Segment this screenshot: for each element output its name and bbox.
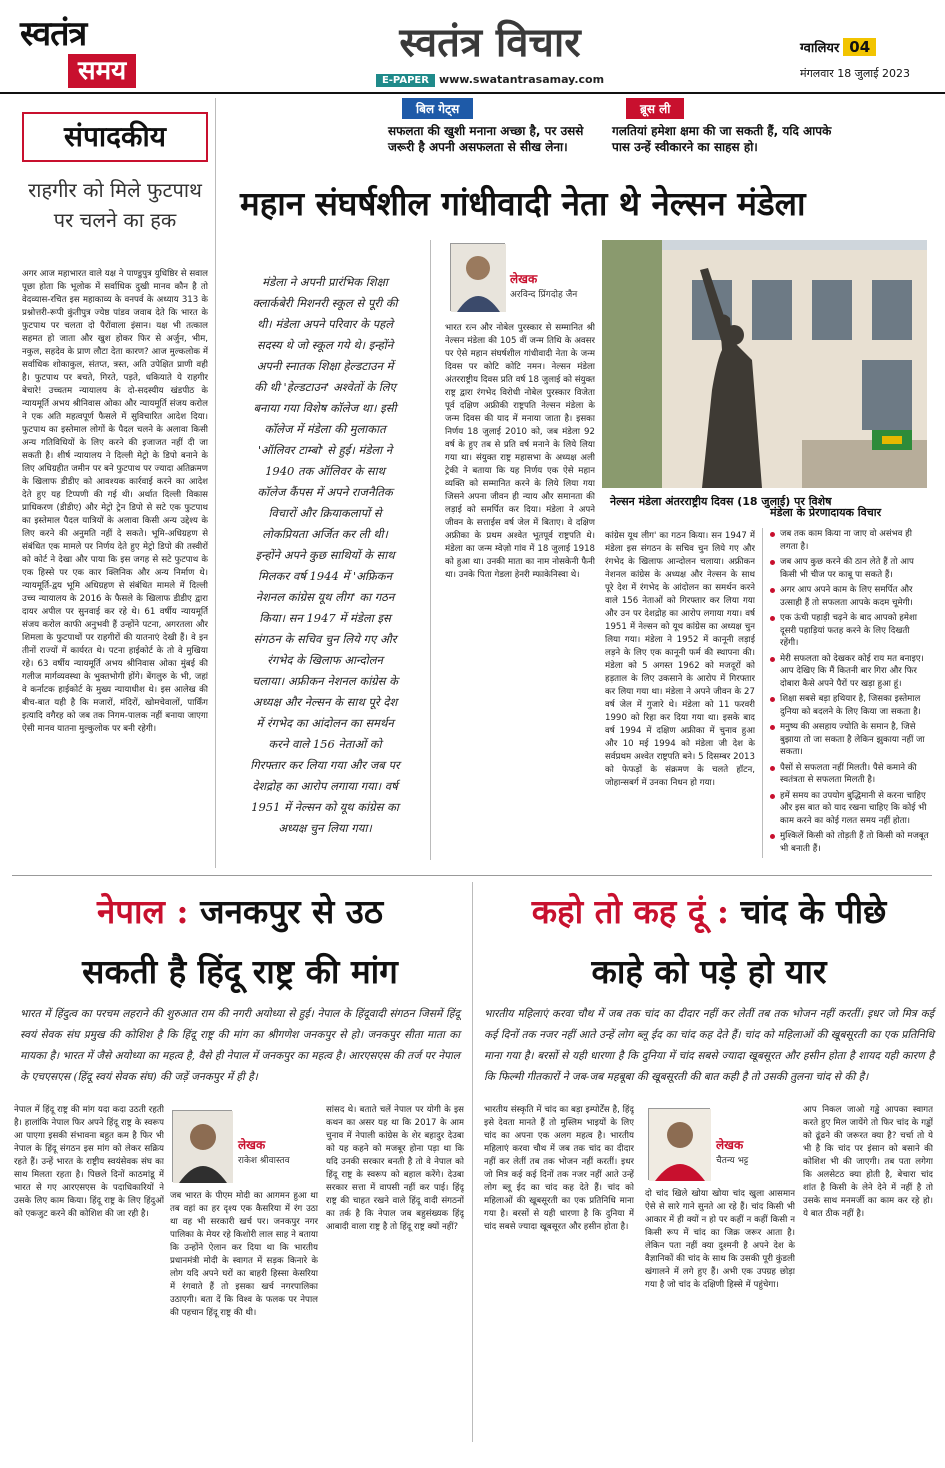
mandela-quote-item: एक ऊंची पहाड़ी चढ़ने के बाद आपको हमेशा दूसरी पहाड़ियां फतह करने के लिए दिखती रहेंगी। bbox=[770, 612, 930, 650]
photo-caption: नेल्सन मंडेला अंतरराष्ट्रीय दिवस (18 जुलाई) पर विशेष bbox=[610, 495, 832, 508]
page-title: स्वतंत्र विचार bbox=[399, 19, 581, 66]
website-link[interactable]: www.swatantrasamay.com bbox=[438, 73, 605, 86]
nepal-author-photo bbox=[172, 1110, 232, 1182]
quote-author: बिल गेट्स bbox=[402, 98, 473, 119]
author-name: चैतन्य भट्ट bbox=[716, 1156, 749, 1166]
quote-box-bill-gates bbox=[388, 98, 610, 158]
editorial-title: राहगीर को मिले फुटपाथ पर चलने का हक bbox=[28, 178, 202, 232]
moon-article-col3: आप निकल जाओ गड्ढे आपका स्वागत करते हुए मिल जायेंगे तो फिर चांद के गड्ढों को ढूंढने की जरूरत क्या है? चर्चा तो ये भी है कि चांद पर इंसान को बसाने की कोशिश भी की जाएगी। तब पता लगेगा कि अलसेटठ क्या होती है, बेचारा चांद शांत है किसी के लेने देने में नहीं है तो उसके साथ मनमर्जी का काम कर रहे हो। ये बात ठीक नहीं है। bbox=[803, 1105, 933, 1219]
nepal-headline-red: नेपाल : bbox=[96, 892, 189, 931]
mandela-quote-item: मेरी सफलता को देखकर कोई राय मत बनाइए। आप देखिए कि मैं कितनी बार गिरा और फिर दोबारा कैसे अपने पैरों पर खड़ा हुआ हूं। bbox=[770, 653, 930, 691]
mandela-statue-image bbox=[602, 240, 927, 488]
mandela-quotes-box bbox=[770, 505, 930, 860]
nepal-article-col1: नेपाल में हिंदू राष्ट्र की मांग यदा कदा उठती रहती है। हालांकि नेपाल फिर अपने हिंदू राष्ट्र के स्वरूप आ पाएगा इसकी संभावना बहुत कम है फिर भी नेपाल के हिंदू संगठन इस मांग को लेकर सक्रिय रहते हैं। उन्हें भारत के राष्ट्रीय स्वयंसेवक संघ का साथ मिलता रहता है। पिछले दिनों काठमांडू में भारत से गए आरएसएस के पदाधिकारियों ने उसके लिए काम किया। हिंदू राष्ट्र के लिए हिंदुओं को एकजुट करने की कोशिश की जा रही है। bbox=[14, 1105, 164, 1219]
mandela-headline: महान संघर्षशील गांधीवादी नेता थे नेल्सन मंडेला bbox=[240, 184, 806, 223]
quote-box-bruce-lee bbox=[612, 98, 842, 158]
quote-author: ब्रूस ली bbox=[626, 98, 684, 119]
section-divider bbox=[12, 875, 932, 876]
mandela-quotes-list bbox=[770, 528, 930, 855]
page-number: 04 bbox=[843, 38, 876, 56]
mandela-quote-item: जब आप कुछ करने की ठान लेते हैं तो आप किसी भी चीज पर काबू पा सकते हैं। bbox=[770, 556, 930, 581]
nepal-intro: भारत में हिंदुत्व का परचम लहराने की शुरुआत राम की नगरी अयोध्या से हुई। नेपाल के हिंदूवादी संगठन जिसमें हिंदू स्वयं सेवक संघ प्रमुख की कोशिश है कि हिंदू राष्ट्र की मांग का श्रीगणेश जनकपुर से हो। जनकपुर सीता माता का मायका है। भारत में जैसे अयोध्या का महत्व है, वैसे ही नेपाल में जनकपुर का महत्व है। आरएसएस की तर्ज पर नेपाल के एचएसएस (हिंदू स्वयं सेवक संघ) की जड़ें जनकपुर में ही है। bbox=[20, 1008, 460, 1083]
moon-author-credit bbox=[716, 1136, 796, 1166]
nepal-article-col3: सांसद थे। बताते चलें नेपाल पर योगी के इस कथन का असर यह था कि 2017 के आम चुनाव में नेपाली कांग्रेस के शेर बहादुर देउबा को यह कहने को मजबूर होना पड़ा था कि यदि उनकी सरकार बनती है तो वे नेपाल को हिंदू राष्ट्र के स्वरूप को बहाल करेंगे। देउबा सरकार सत्ता में वापसी नहीं कर पाई। हिंदू राष्ट्र की चाहत रखने वाले हिंदू वादी संगठनों का तर्क है कि नेपाल जब बहुसंख्यक हिंदू आबादी वाला राष्ट्र है तो हिंदू राष्ट्र क्यों नहीं? bbox=[326, 1105, 464, 1232]
logo-line1: स्वतंत्र bbox=[20, 14, 87, 54]
epaper-badge: E-PAPER bbox=[376, 74, 435, 87]
mandela-quote-item: पैसों से सफलता नहीं मिलती। पैसे कमाने की स्वतंत्रता से सफलता मिलती है। bbox=[770, 762, 930, 787]
mandela-article-col1: भारत रत्न और नोबेल पुरस्कार से सम्मानित श्री नेल्सन मंडेला की 105 वीं जन्म तिथि के अवसर पर ऐसे महान संघर्षशील गांधीवादी नेता के जन्म दिवस पर कोटि कोटि नमन। नेल्सन मंडेला अंतरराष्ट्रीय दिवस प्रति वर्ष 18 जुलाई को संयुक्त राष्ट्र द्वारा रंगभेद विरोधी नोबेल पुरस्कार विजेता पूर्व दक्षिण अफ्रीकी राष्ट्रपति नेल्सन मंडेला के जन्म दिवस की याद में मनाया जाता है। इसका निर्णय 18 जुलाई 2010 को, जब मंडेला 92 वर्ष के हुए तब से प्रति वर्ष मनाने के लिये लिया गया था। संयुक्त राष्ट्र महासभा के अध्यक्ष अली ट्रेकी ने बताया कि यह निर्णय एक ऐसे महान व्यक्ति को सम्मानित करने के लिये लिया गया जिसने अपना जीवन ही न्याय और समानता की लड़ाई को समर्पित कर दिया। मंडेला ने अपने जीवन के सत्ताईस वर्ष जेल में बिताए। वे दक्षिण अफ्रीका के प्रथम अश्वेत भूतपूर्व राष्ट्रपति थे। मंडेला का जन्म म्वेज़ो गांव में 18 जुलाई 1918 को हुआ था। उनकी माता का नाम नोसकेनी फैनी था। उनके पिता गेडला हेनरी म्फाकेनिस्वा थे। bbox=[445, 323, 595, 580]
author-name: राकेश श्रीवास्तव bbox=[238, 1156, 290, 1166]
mandela-handwritten-excerpt: मंडेला ने अपनी प्रारंभिक शिक्षा क्लार्कबेरी मिशनरी स्कूल से पूरी की थी। मंडेला अपने परिवार के पहले सदस्य थे जो स्कूल गये थे। इन्होंने अपनी स्नातक शिक्षा हेल्डटाउन में की थी 'हेल्डटाउन' अश्वेतों के लिए बनाया गया विशेष कॉलेज था। इसी कॉलेज में मंडेला की मुलाकात 'ऑलिवर टाम्बो' से हुई। मंडेला ने 1940 तक ऑलिवर के साथ कॉलेज कैंपस में अपने राजनैतिक विचारों और क्रियाकलापों से लोकप्रियता अर्जित कर ली थी। इन्होंने अपने कुछ साथियों के साथ मिलकर वर्ष 1944 में 'अफ्रिकन नेशनल कांग्रेस यूथ लीग' का गठन किया। सन 1947 में मंडेला इस संगठन के सचिव चुन लिये गए और रंगभेद के खिलाफ आन्दोलन चलाया। अफ्रीकन नेशनल कांग्रेस के अध्यक्ष और नेल्सन के साथ पूरे देश में रंगभेद का आंदोलन का समर्थन करने वाले 156 नेताओं को गिरफ्तार कर लिया गया और जब पर देशद्रोह का आरोप लगाया गया। वर्ष 1951 में नेल्सन को यूथ कांग्रेस का अध्यक्ष चुन लिया गया। bbox=[250, 275, 400, 835]
column-divider bbox=[472, 882, 473, 1442]
column-divider bbox=[430, 240, 431, 860]
nepal-headline bbox=[20, 882, 460, 1002]
moon-article-col2: दो चांद खिले खोया खोया चांद खुला आसमान ऐसे से सारे गाने सुनते आ रहे हैं। चांद किसी भी आकार में ही क्यों न हो पर कहीं न कहीं किसी न किसी रूप में चांद का जिक्र जरूर आता है। लेकिन पता नहीं क्या दुश्मनी है अपने देश के वैज्ञानिकों की चांद के साथ कि उसकी पूरी कुंडली खंगालने में लगे हुए हैं। अभी एक उपग्रह छोड़ा गया है जो चांद के दक्षिणी हिस्से में पहुंचेगा। bbox=[645, 1189, 795, 1290]
moon-intro: भारतीय महिलाएं करवा चौथ में जब तक चांद का दीदार नहीं कर लेतीं तब तक भोजन नहीं करतीं। इधर जो मित्र कई कई दिनों तक नजर नहीं आते उन्हें लोग ब्लू ईद का चांद कह देते हैं। चांद को महिलाओं की खूबसूरती का एक प्रतिनिधि माना गया है। बरसों से यही धारणा है कि दुनिया में चांद सबसे ज्यादा खूबसूरत और हसीन होता है शायद यही कारण है कि फिल्मी गीतकारों ने जब-जब महबूबा की खूबसूरती की बात कही है तो उसकी तुलना चांद से की है। bbox=[484, 1008, 934, 1083]
moon-headline-line1: चांद के पीछे bbox=[740, 892, 887, 931]
author-portrait-icon bbox=[451, 244, 506, 312]
mandela-quote-item: जब तक काम किया ना जाए वो असंभव ही लगता है। bbox=[770, 528, 930, 553]
quote-text: सफलता की खुशी मनाना अच्छा है, पर उससे जरूरी है अपनी असफलता से सीख लेना। bbox=[388, 124, 584, 154]
mandela-quote-item: मनुष्य की असहाय ज्योति के समान है, जिसे बुझाया तो जा सकता है लेकिन झुकाया नहीं जा सकता। bbox=[770, 721, 930, 759]
city-label bbox=[800, 38, 876, 56]
author-photo bbox=[450, 243, 505, 311]
nepal-author-credit bbox=[238, 1136, 318, 1166]
mandela-quote-item: शिक्षा सबसे बड़ा हथियार है, जिसका इस्तेमाल दुनिया को बदलने के लिए किया जा सकता है। bbox=[770, 693, 930, 718]
author-label: लेखक bbox=[238, 1138, 266, 1152]
mandela-quote-item: हमें समय का उपयोग बुद्धिमानी से करना चाहिए और इस बात को याद रखना चाहिए कि कोई भी काम करने का कोई गलत समय नहीं होता। bbox=[770, 790, 930, 828]
moon-headline bbox=[484, 882, 934, 1002]
editorial-heading bbox=[22, 112, 208, 162]
author-name: अरविन्द प्रिंगदोह जैन bbox=[510, 290, 578, 300]
mandela-article-col2: कांग्रेस यूथ लीग' का गठन किया। सन 1947 में मंडेला इस संगठन के सचिव चुन लिये गए और रंगभेद के खिलाफ आन्दोलन चलाया। अफ्रीकन नेशनल कांग्रेस के अध्यक्ष और नेल्सन के साथ पूरे देश में रंगभेद के आंदोलन का समर्थन करने वाले 156 नेताओं को गिरफ्तार कर लिया गया और उन पर देशद्रोह का आरोप लगाया गया। वर्ष 1951 में नेल्सन को यूथ कांग्रेस का अध्यक्ष चुन लिया गया। मंडेला ने 1952 में कानूनी लड़ाई लड़ने के लिए एक कानूनी फर्म की स्थापना की। मंडेला को 5 अगस्त 1962 को मजदूरों को हड़ताल के लिए उकसाने के आरोप में गिरफ्तार कर लिया गया था। मंडेला ने अपने जीवन के 27 वर्ष जेल में गुजारे थे। मंडेला को 11 फरवरी 1990 को रिहा कर दिया गया था। इसके बाद वर्ष 1994 में दक्षिण अफ्रीका में चुनाव हुआ और 10 मई 1994 को मंडेला जी देश के सर्वप्रथम अश्वेत राष्ट्रपति बने। 5 दिसम्बर 2013 को फेफड़ों के संक्रमण के चलते हॉटन, जोहान्सबर्ग में उनका निधन हो गया। bbox=[605, 531, 755, 788]
mandela-quote-item: मुश्किलें किसी को तोड़ती हैं तो किसी को मजबूत भी बनाती हैं। bbox=[770, 830, 930, 855]
newspaper-logo bbox=[20, 14, 150, 96]
mandela-statue-photo bbox=[602, 240, 927, 488]
issue-date: मंगलवार 18 जुलाई 2023 bbox=[800, 67, 911, 80]
logo-line2: समय bbox=[68, 54, 136, 88]
author-label: लेखक bbox=[716, 1138, 744, 1152]
editorial-section-label: संपादकीय bbox=[64, 120, 166, 153]
quote-text: गलतियां हमेशा क्षमा की जा सकती हैं, यदि आपके पास उन्हें स्वीकारने का साहस हो। bbox=[612, 124, 832, 154]
author-label: लेखक bbox=[510, 272, 538, 286]
nepal-headline-line1: जनकपुर से उठ bbox=[200, 892, 384, 931]
moon-headline-red: कहो तो कह दूं : bbox=[531, 892, 730, 931]
quotes-title: मंडेला के प्रेरणादायक विचार bbox=[770, 506, 882, 519]
masthead-divider bbox=[0, 92, 945, 94]
author-portrait-icon bbox=[649, 1109, 711, 1181]
author-portrait-icon bbox=[173, 1111, 233, 1183]
moon-author-photo bbox=[648, 1108, 710, 1180]
column-divider bbox=[762, 528, 763, 858]
moon-article-col1: भारतीय संस्कृति में चांद का बड़ा इम्पोर्टेंस है, हिंदू इसे देवता मानते हैं तो मुस्लिम भाइयों के लिए चांद का अपना एक अलग महत्व है। भारतीय महिलाएं करवा चौथ में जब तक चांद का दीदार नहीं कर लेतीं तब तक भोजन नहीं करतीं। इधर जो मित्र कई कई दिनों तक नजर नहीं आते उन्हें लोग ब्लू ईद का चांद कह देते हैं। चांद को महिलाओं की खूबसूरती का एक प्रतिनिधि माना गया है। बरसों से यही धारणा है कि दुनिया में चांद सबसे ज्यादा खूबसूरत और हसीन होता है। bbox=[484, 1105, 634, 1232]
mandela-quote-item: अगर आप अपने काम के लिए समर्पित और उत्साही हैं तो सफलता आपके कदम चूमेगी। bbox=[770, 584, 930, 609]
nepal-article-col2: जब भारत के पीएम मोदी का आगमन हुआ था तब वहां का हर दृश्य एक कैसरिया में रंग उठा था वह भी सरकारी खर्च पर। जनकपुर नगर पालिका के मेयर रहे किशोरी लाल साह ने बताया कि उन्होंने ऐलान कर दिया था कि भारतीय प्रधानमंत्री मोदी के स्वागत में सड़क किनारे के लोग यदि अपने घरों का बाहरी हिस्सा केसरिया में रंगवाते हैं तो इसका खर्च नगरपालिका उठाएगी। बता दें कि विश्व के फलक पर नेपाल की पहचान हिंदू राष्ट्र की थी। bbox=[170, 1191, 318, 1318]
mandela-author-credit bbox=[510, 270, 600, 300]
masthead bbox=[370, 18, 610, 87]
city-name: ग्वालियर bbox=[800, 41, 840, 56]
nepal-headline-line2: सकती है हिंदू राष्ट्र की मांग bbox=[82, 952, 398, 991]
editorial-body: अगर आज महाभारत वाले यक्ष ने पाण्डुपुत्र युधिष्ठिर से सवाल पूछा होता कि भूलोक में सर्वाधिक दुखी मानव कौन है तो वेदव्यास-रचित इस महाकाव्य के वनपर्व के अध्याय 313 के प्रश्नोत्तरी-रूपी कुंतीपुत्र ज्येष्ठ पांडव जवाब देते कि भारत के फुटपाथ पर चलता दो पैरोंवाला इंसान। यक्ष भी तत्काल सहमत हो जाता और खुश होकर फिर से अर्जुन, भीम, नकुल, सहदेव के प्राण लौटा देता कारण? आज मुल्कलोक में सर्वाधिक शोकाकुल, संतप्त, त्रस्त, अति उपेक्षित प्राणी वही है। फुटपाथ पर बचते, गिरते, पड़ते, धकियाते ये राहगीर बेचारे! उच्चतम न्यायालय के दो-सदस्यीय खंडपीठ के न्यायमूर्ति अभय श्रीनिवास ओका और न्यायमूर्ति संजय करोल ने एक अति महत्वपूर्ण फैसले में सुविचारित आदेश दिया। फुटपाथ का इस्तेमाल लोगों के पैदल चलने के अलावा किसी अन्य गतिविधियों के लिए करने की इजाजत नहीं दी जा सकती है। शीर्ष न्यायालय ने दिल्ली मेट्रो के डिपो बनाने के लिए अधिग्रहीत जमीन पर बने फुटपाथ पर ज्यादा अतिक्रमण के खिलाफ डीडीए को आवश्यक कार्रवाई करने का आदेश देते हुए यह टिप्पणी की गई थी। अर्थात दिल्ली विकास प्राधिकरण (डीडीए) और मेट्रो ट्रेन डिपो से सटे एक फुटपाथ का इस्तेमाल पैदल यात्रियों के अलावा किसी अन्य उद्देश्य के लिए करने की अनुमति नहीं दे सकते। भूमि-अधिग्रहण से संबंधित एक मामले पर निर्णय देते हुए मेट्रो डिपो की तस्वीरों को कोर्ट ने देखा और पाया कि इस जगह से सटे फुटपाथ के एक हिस्से पर एक कार क्लिनिक और अन्य निर्माण थे। न्यायमूर्ति-द्वय भूमि अधिग्रहण से संबंधित मामले में दिल्ली उच्च न्यायालय के 2016 के फैसले के खिलाफ डीडीए द्वारा दायर अपील पर सुनवाई कर रहे थे। 61 वर्षीय न्यायमूर्ति संजय करोल काफी अनुभवी हैं उन्होंने पटना, अगरतला और शिमला के फुटपाथों पर राहगीरों की यातनाएं देखी हैं। वे इन तीनों राज्यों में कार्यरत थे। पटना हाईकोर्ट के तो वे मुखिया रहे। 63 वर्षीय न्यायमूर्ति अभय श्रीनिवास ओका मुंबई की गलीज मार्गव्यवस्था के भुक्तभोगी होंगे। बेंगलुरु के भी, जहां वे कर्नाटक हाईकोर्ट के मुख्य न्यायाधीश थे। इस आलेख की बीच-बात यही है कि मजारों, मंदिरों, खोमचेवालों, पार्किंग इत्यादि वगैरह को जब तक निगम-पालक नहीं बनाया जाएगा ऐसी मानव यातना मुल्कुलोक पर बनी रहेगी। bbox=[22, 269, 208, 734]
moon-headline-line2: काहे को पड़े हो यार bbox=[591, 952, 827, 991]
